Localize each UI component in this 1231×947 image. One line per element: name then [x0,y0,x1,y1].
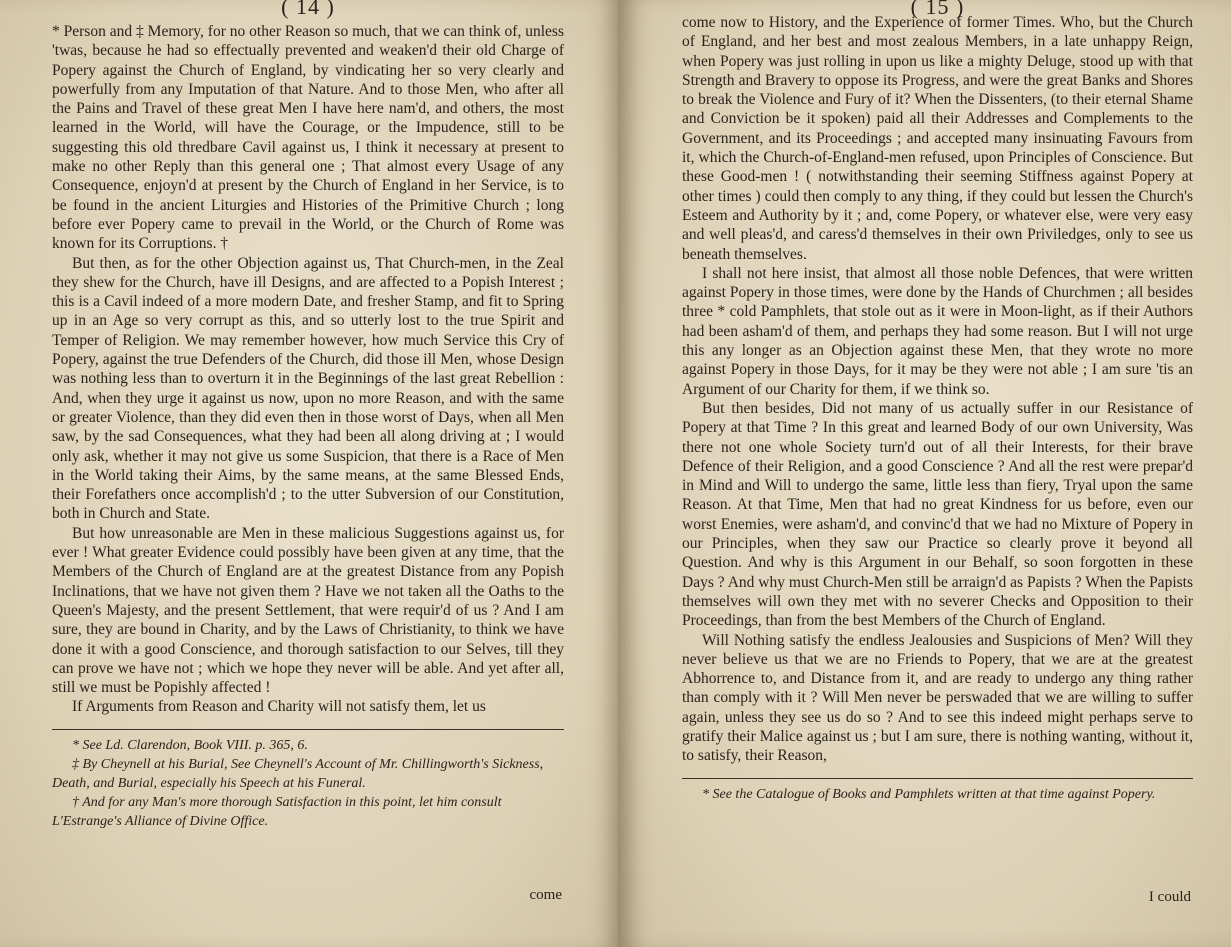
footnote-divider [52,729,564,730]
footnote: ‡ By Cheynell at his Burial, See Cheynell's Account of Mr. Chillingworth's Sickness, Death, and Burial, especially his Speech at his Funeral. [52,756,544,791]
page-number: ( 15 ) [910,0,965,19]
paragraph: But then besides, Did not many of us actually suffer in our Resistance of Popery at that Time ? In this great and learned Body of our own University, Was there not one whole Society turn'd out of all their Interests, for their brave Defence of their Religion, and a good Conscience ? And all the rest were prepar'd in Mind and Will to undergo the same, little less than fiery, Tryal upon the same Reason. At that Time, Men that had no great Kindness for us before, even our worst Enemies, were asham'd, and convinc'd that we had no Mixture of Popery in our Principles, when they saw our Practice so clearly prove it beyond all Question. And why is this Argument in our Behalf, so soon forgotten in these Days ? And why must Church-Men still be arraign'd as Papists ? When the Papists themselves will own they met with no severer Checks and Opposition to their Proceedings, than from the best Members of the Church of England. [682,399,1193,630]
paragraph: But then, as for the other Objection against us, That Church-men, in the Zeal they shew for the Church, have ill Designs, and are affected to a Popish Interest ; this is a Cavil indeed of a more modern Date, and fresher Stamp, and fit to Spring up in an Age so very corrupt as this, and so utterly lost to the true Spirit and Temper of Religion. We may remember however, how much Service this Cry of Popery, against the true Defenders of the Church, did those ill Men, whose Design was nothing less than to overturn it in the Beginnings of the last great Rebellion : And, when they urge it against us now, upon no more Reason, and with the same or greater Violence, than they did even then in those worst of Days, when all Men saw, by the sad Consequences, what they had been all along driving at ; I would only ask, whether it may not give us some Suspicion, that there is a Race of Men in the World taking their Aims, by the same means, at the same Blessed Ends, their Forefathers once accomplish'd ; to the utter Subversion of our Constitution, both in Church and State. [52,254,564,523]
paragraph: I shall not here insist, that almost all those noble Defences, that were written against Popery in those times, were done by the Hands of Churchmen ; all besides three * cold Pamphlets, that stole out as it were in Moon-light, as if their Authors had been asham'd of them, and perhaps they had some reason. But I will not urge this any longer as an Objection against these Men, that they wrote no more against Popery in those Days, for it may be they were not able ; I am sure 'tis an Argument of our Charity for them, if we think so. [682,264,1193,398]
paragraph: If Arguments from Reason and Charity will not satisfy them, let us [72,698,486,716]
body-text [682,13,1193,766]
footnote: † And for any Man's more thorough Satisfaction in this point, let him consult L'Estrange's Alliance of Divine Office. [52,794,502,829]
body-text [52,22,564,717]
page-number: ( 14 ) [281,0,335,19]
catchword: come [529,887,562,903]
footnote: * See the Catalogue of Books and Pamphlets written at that time against Popery. [702,786,1156,802]
right-page [618,0,1231,947]
paragraph: * Person and ‡ Memory, for no other Reason so much, that we can think of, unless 'twas, because he had so effectually prevented and weaken'd their old Charge of Popery against the Church of England, by vindicating her so very clearly and powerfully from any Imputation of that Nature. And to those Men, who after all the Pains and Travel of these great Men I have here nam'd, and others, the most learned in the World, will have the Courage, or the Impudence, still to be suggesting this old thredbare Cavil against us, I think it necessary at present to make no other Reply than this general one ; That almost every Usage of any Consequence, enjoyn'd at present by the Church of England in her Service, is to be found in the ancient Liturgies and Histories of the Primitive Church ; long before ever Popery came to prevail in the World, or the Church of Rome was known for its Corruptions. † [52,23,564,253]
paragraph: come now to History, and the Experience of former Times. Who, but the Church of England, and her best and most zealous Members, in a late unhappy Reign, when Popery was just rolling in upon us like a mighty Deluge, stood up with that Strength and Bravery to oppose its Progress, and were the great Banks and Shores to break the Violence and Fury of it? When the Dissenters, (to their eternal Shame and Conviction be it spoken) paid all their Addresses and Complements to the Government, and its Proceedings ; and accepted many insinuating Favours from it, which the Church-of-England-men refused, upon Principles of Conscience. But these Good-men ! ( notwithstanding their seeming Stiffness against Popery at other times ) could then comply to any thing, if they could but lessen the Church's Esteem and Authority by it ; and, come Popery, or whatever else, were very easy and well pleas'd, and caress'd themselves in their own Priviledges, only to see us beneath themselves. [682,14,1193,263]
footnotes [52,736,564,831]
footnote-divider [682,778,1193,779]
paragraph: Will Nothing satisfy the endless Jealousies and Suspicions of Men? Will they never believe us that we are no Friends to Popery, that we are at the greatest Abhorrence to, and Distance from it, and are ready to undergo any thing rather than comply with it ? Will Men never be perswaded that we are willing to suffer again, unless they see us do so ? And to see this indeed might perhaps serve to gratify their Malice against us ; but I am sure, there is nothing wanting, without it, to satisfy, their Reason, [682,631,1193,765]
catchword: I could [1148,889,1191,905]
footnotes [682,785,1193,804]
footnote: * See Ld. Clarendon, Book VIII. p. 365, 6. [72,737,308,753]
paragraph: But how unreasonable are Men in these malicious Suggestions against us, for ever ! What greater Evidence could possibly have been given at any time, that the Members of the Church of England are at the greatest Distance from any Popish Inclinations, that we have not given them ? Have we not taken all the Oaths to the Queen's Majesty, and the present Settlement, that were requir'd of us ? And I am sure, they are bound in Charity, and by the Laws of Christianity, to think we have done it with a good Conscience, and thorough satisfaction to our Selves, till they can prove we have not ; which we hope they never will be able. And yet after all, still we must be Popishly affected ! [52,524,564,697]
